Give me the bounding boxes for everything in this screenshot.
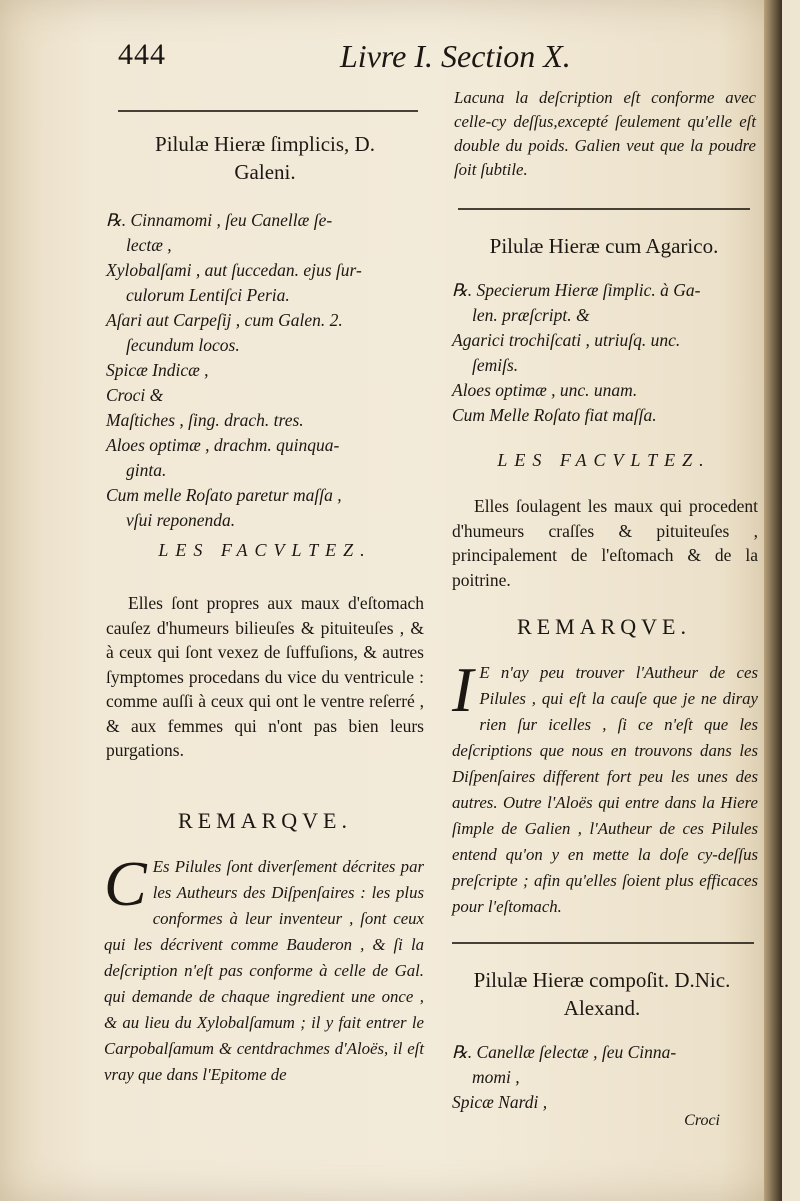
facultez-text: Elles ſoulagent les maux qui procedent d'humeurs craſſes & pituiteuſes , principalement de l'eſtomach & de la poitrine. [452, 496, 758, 590]
recipe-line: Maſtiches , ſing. drach. tres. [106, 410, 304, 430]
page-edge-shadow [764, 0, 782, 1201]
recipe-line: Xylobalſami , aut ſuccedan. ejus ſur- [106, 260, 362, 280]
recipe-line: ℞. Canellæ ſelectæ , ſeu Cinna- [452, 1042, 677, 1062]
recipe-line: Aloes optimæ , unc. unam. [452, 380, 638, 400]
recipe-line: Spicæ Indicæ , [106, 360, 209, 380]
recipe-line: len. præſcript. & [472, 305, 590, 325]
section-rule [452, 942, 754, 944]
recipe-line: vſui reponenda. [126, 510, 236, 530]
recipe-title-line: Alexand. [563, 996, 641, 1020]
recipe-line: Aſari aut Carpeſij , cum Galen. 2. [106, 310, 343, 330]
remarque-text [104, 848, 424, 1088]
facultez-heading: LES FACVLTEZ. [158, 540, 372, 560]
recipe-line: ℞. Specierum Hieræ ſimplic. à Ga- [452, 280, 701, 300]
drop-cap: C [104, 848, 147, 919]
right-title-2 [444, 966, 760, 1022]
recipe-line: lectæ , [126, 235, 172, 255]
recipe-line: momi , [472, 1067, 520, 1087]
drop-cap: I [452, 654, 474, 725]
recipe-line: ℞. Cinnamomi , ſeu Canellæ ſe- [106, 210, 333, 230]
facultez-text: Elles ſont propres aux maux d'eſtomach cauſez d'humeurs bilieuſes & pituiteuſes , & à ceux qui ſont vexez de ſuffuſions, & autres ſymptomes procedans du vice du ventricule : comme auſſi à ceux qui ont le ventre reſerré , & aux femmes qui n'ont pas bien leurs purgations. [106, 593, 424, 760]
recipe-line: Cum melle Roſato paretur maſſa , [106, 485, 342, 505]
recipe-line: Croci & [106, 385, 164, 405]
left-recipe [106, 208, 428, 533]
recipe-title-line: Pilulæ Hieræ compoſit. D.Nic. [473, 968, 731, 992]
page-header [118, 38, 618, 90]
recipe-line: Aloes optimæ , drachm. quinqua- [106, 435, 340, 455]
recipe-title: Pilulæ Hieræ cum Agarico. [489, 234, 719, 258]
running-head: Livre I. Section X. [340, 38, 571, 74]
recipe-line: Cum Melle Roſato fiat maſſa. [452, 405, 657, 425]
remarque-text [452, 654, 758, 920]
section-rule [458, 208, 750, 210]
facultez-heading: LES FACVLTEZ. [497, 450, 711, 470]
continued-text: Lacuna la deſcription eſt conforme avec celle-cy deſſus,excepté ſeulement qu'elle eſt double du poids. Galien veut que la poudre ſoit ſubtile. [454, 88, 756, 179]
section-rule [118, 110, 418, 112]
recipe-line: ſemiſs. [472, 355, 519, 375]
page-number: 444 [118, 38, 166, 71]
remarque-body: Es Pilules ſont diverſement décrites par les Autheurs des Diſpenſaires : les plus conformes à leur inventeur , ſont ceux qui les décrivent comme Bauderon , & ſi la deſcription n'eſt pas conforme à celle de Gal. qui demande de chaque ingredient une once , & au lieu du Xylobalſamum ; il y fait entrer le Carpobalſamum & centdrachmes d'Aloës, il eſt vray que dans l'Epitome de [104, 857, 424, 1084]
recipe-line: culorum Lentiſci Peria. [126, 285, 290, 305]
remarque-heading: REMARQVE. [517, 614, 691, 639]
recipe-line: Agarici trochiſcati , utriuſq. unc. [452, 330, 681, 350]
catchword: Croci [684, 1112, 720, 1129]
recipe-title-line: Pilulæ Hieræ ſimplicis, D. [155, 132, 375, 156]
recipe-line: Spicæ Nardi , [452, 1092, 548, 1112]
right-recipe [452, 278, 758, 428]
recipe-title-line: Galeni. [234, 160, 296, 184]
recipe-line: ginta. [126, 460, 167, 480]
remarque-body: E n'ay peu trouver l'Autheur de ces Pilules , qui eſt la cauſe que je ne diray rien ſur icelles , ſi ce n'eſt que les deſcriptions que nous en trouvons dans les Diſpenſaires different fort peu les unes des autres. Outre l'Aloës qui entre dans la Hiere ſimple de Galien , l'Autheur de ces Pilules entend qu'on y en mette la doſe cy-deſſus preſcripte ; afin qu'elles ſoient plus efficaces pour l'eſtomach. [452, 663, 758, 916]
right-recipe-2 [452, 1040, 758, 1115]
recipe-line: ſecundum locos. [126, 335, 240, 355]
left-title [110, 130, 420, 186]
remarque-heading: REMARQVE. [178, 808, 352, 833]
